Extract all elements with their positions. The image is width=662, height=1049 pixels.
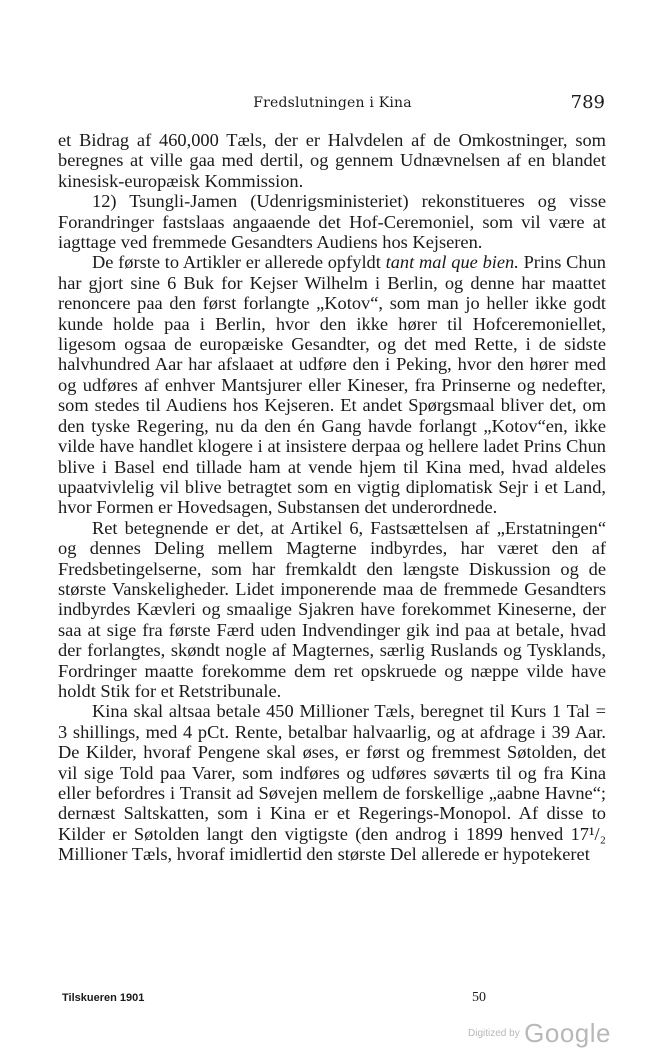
signature-mark: Tilskueren 1901: [62, 992, 145, 1004]
paragraph-3: [58, 252, 606, 517]
italic-phrase: tant mal que bien.: [385, 252, 519, 273]
signature-number: 50: [472, 990, 486, 1005]
paragraph-3-start: De første to Artikler er allerede opfyldt: [92, 252, 386, 273]
paragraph-3-rest: Prins Chun har gjort sine 6 Buk for Kejser Wilhelm i Berlin, og denne har maattet renoncere paa den først forlangte „Kotov“, som man jo heller ikke godt kunde holde paa i Berlin, hvor den ikke hører til Hofceremoniellet, ligesom ogsaa de europæiske Gesandter, og det med Rette, i de sidste halvhundred Aar har afslaaet at udføre den i Peking, hvor den hører med og udføres af enhver Mantsjurer eller Kineser, fra Prinserne og nedefter, som stedes til Audiens hos Kejseren. Et andet Spørgsmaal bliver det, om den tyske Regering, nu da den én Gang havde forlangt „Kotov“en, ikke vilde have handlet klogere i at insistere derpaa og hellere ladet Prins Chun blive i Basel end tillade ham at vende hjem til Kina med, hvad aldeles upaatvivlelig vil blive betragtet som en vigtig diplomatisk Sejr i et Land, hvor Formen er Hovedsagen, Substansen det underordnede.: [58, 252, 606, 518]
running-head: [60, 92, 605, 116]
watermark-prefix: Digitized by: [468, 1028, 520, 1039]
paragraph-4: Ret betegnende er det, at Artikel 6, Fastsættelsen af „Erstatningen“ og dennes Deling mellem Magterne indbyrdes, har været den af Fredsbetingelserne, som har fremkaldt den længste Diskussion og de største Vanskeligheder. Lidet imponerende maa de fremmede Gesandters indbyrdes Kævleri og smaalige Sjakren have forekommet Kineserne, der saa at sige fra første Færd uden Indvendinger gik ind paa at betale, hvad der forlangtes, skøndt nogle af Magternes, særlig Ruslands og Tysklands, Fordringer maatte forekomme dem ret opskruede og næppe vilde have holdt Stik for et Retstribunale.: [58, 517, 606, 701]
running-title: Fredslutningen i Kina: [253, 95, 412, 111]
paragraph-2: 12) Tsungli-Jamen (Udenrigsministeriet) rekonstitueres og visse Forandringer fastslaas angaaende det Hof-Ceremoniel, som vil være at iagttage ved fremmede Gesandters Audiens hos Kejseren.: [58, 191, 606, 253]
digitized-watermark: [468, 1018, 611, 1049]
paragraph-1: et Bidrag af 460,000 Tæls, der er Halvdelen af de Omkostninger, som beregnes at ville gaa med dertil, og gennem Udnævnelsen af en blandet kinesisk-europæisk Kommission.: [58, 130, 606, 191]
page-number: 789: [570, 92, 605, 113]
paragraph-5: Kina skal altsaa betale 450 Millioner Tæls, beregnet til Kurs 1 Tal = 3 shillings, med 4 pCt. Rente, betalbar halvaarlig, og at afdrage i 39 Aar. De Kilder, hvoraf Pengene skal øses, er først og fremmest Søtolden, det vil sige Told paa Varer, som indføres og udføres søværts til og fra Kina eller befordres i Transit ad Søvejen mellem de forskellige „aabne Havne“; dernæst Saltskatten, som i Kina er et Regerings-Monopol. Af disse to Kilder er Søtolden langt den vigtigste (den androg i 1899 henved 17¹/₂ Millioner Tæls, hvoraf imidlertid den største Del allerede er hypotekeret: [58, 701, 606, 865]
page-footer: [62, 992, 602, 1010]
watermark-brand: Google: [524, 1018, 611, 1048]
body-text: [58, 130, 606, 865]
